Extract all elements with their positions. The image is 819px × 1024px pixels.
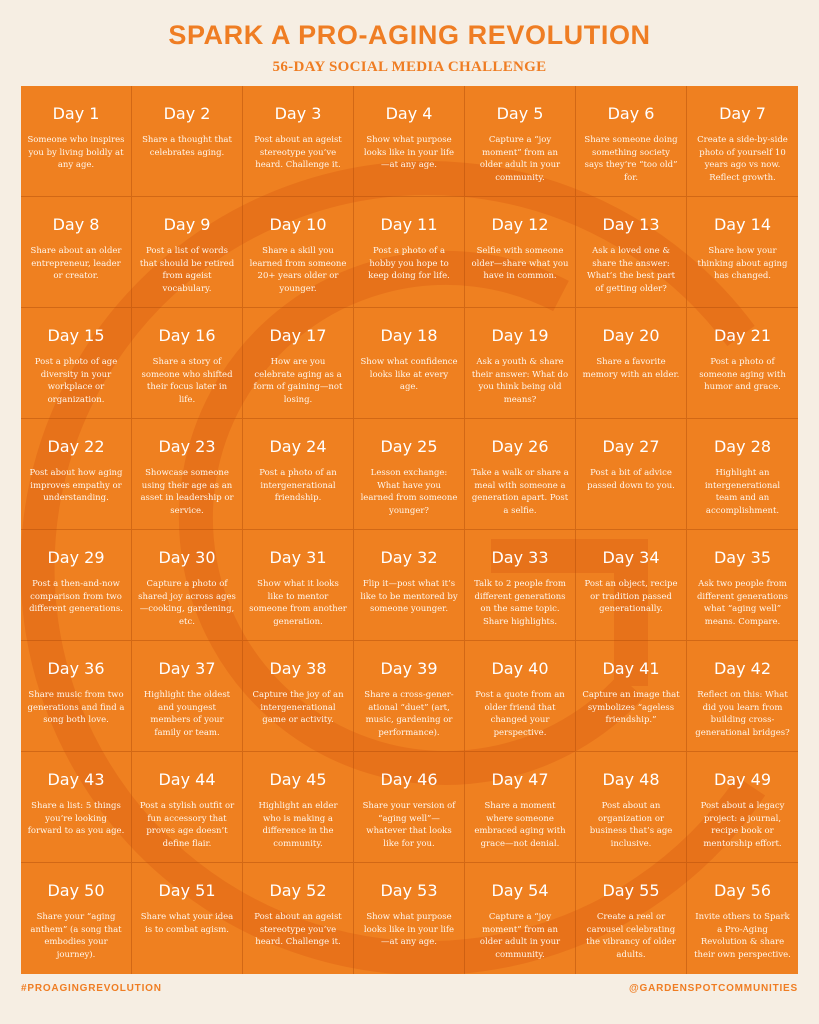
- day-label: Day 44: [158, 770, 216, 789]
- day-label: Day 43: [47, 770, 105, 789]
- day-prompt: Capture a “joy moment” from an older adult in your community.: [479, 135, 561, 183]
- day-label: Day 38: [269, 659, 327, 678]
- day-label: Day 3: [274, 104, 322, 123]
- day-label: Day 55: [602, 881, 660, 900]
- day-cell: [354, 863, 465, 974]
- day-cell: [465, 419, 576, 530]
- day-cell: [21, 308, 132, 419]
- day-label: Day 42: [713, 659, 772, 678]
- day-cell: [465, 530, 576, 641]
- day-prompt: Post a quote from an older friend that changed your perspective.: [475, 690, 565, 738]
- day-label: Day 32: [380, 548, 438, 567]
- day-label: Day 31: [269, 548, 327, 567]
- day-prompt: Selfie with someone older—share what you have in common.: [471, 246, 569, 281]
- day-prompt: Share a skill you learned from someone 20+ years older or younger.: [249, 246, 347, 294]
- day-prompt: Someone who inspires you by living boldly at any age.: [27, 135, 125, 170]
- day-label: Day 2: [163, 104, 211, 123]
- day-prompt: Post a list of words that should be retired from ageist vocabulary.: [139, 246, 235, 294]
- day-label: Day 37: [158, 659, 216, 678]
- day-cell: [576, 197, 687, 308]
- day-cell: [687, 308, 798, 419]
- day-cell: [687, 752, 798, 863]
- day-cell: [687, 863, 798, 974]
- day-cell: [687, 86, 798, 197]
- day-cell: [465, 86, 576, 197]
- day-cell: [687, 641, 798, 752]
- day-prompt: Talk to 2 people from different generations on the same topic. Share highlights.: [474, 579, 566, 627]
- day-label: Day 5: [496, 104, 544, 123]
- day-cell: [465, 863, 576, 974]
- day-cell: [21, 530, 132, 641]
- day-label: Day 27: [602, 437, 660, 456]
- day-prompt: Post a bit of advice passed down to you.: [587, 468, 675, 491]
- day-label: Day 25: [380, 437, 438, 456]
- day-prompt: Flip it—post what it’s like to be mentored by someone younger.: [360, 579, 458, 614]
- day-cell: [576, 419, 687, 530]
- day-cell: [465, 641, 576, 752]
- day-cell: [243, 530, 354, 641]
- day-cell: [354, 419, 465, 530]
- day-cell: [21, 752, 132, 863]
- day-prompt: Highlight an intergenerational team and an accomplishment.: [704, 468, 781, 516]
- day-cell: [243, 641, 354, 752]
- day-prompt: Share your “aging anthem” (a song that embodies your journey).: [30, 912, 122, 960]
- day-prompt: Post about a legacy project: a journal, recipe book or mentorship effort.: [700, 801, 785, 849]
- day-prompt: Share your version of “aging well”—whatever that looks like for you.: [362, 801, 456, 849]
- day-label: Day 8: [52, 215, 100, 234]
- day-prompt: Post a photo of a hobby you hope to keep doing for life.: [368, 246, 450, 281]
- day-cell: [465, 197, 576, 308]
- day-cell: [687, 197, 798, 308]
- day-prompt: Capture an image that symbolizes “ageless friendship.”: [582, 690, 680, 725]
- day-label: Day 45: [269, 770, 327, 789]
- day-label: Day 7: [719, 104, 766, 123]
- day-cell: [243, 86, 354, 197]
- day-cell: [21, 86, 132, 197]
- day-cell: [576, 86, 687, 197]
- day-cell: [354, 86, 465, 197]
- day-cell: [576, 308, 687, 419]
- day-prompt: Show what it looks like to mentor someone from another generation.: [249, 579, 347, 627]
- day-cell: [132, 197, 243, 308]
- day-prompt: Ask a youth & share their answer: What do you think being old means?: [471, 357, 569, 405]
- day-cell: [132, 530, 243, 641]
- day-prompt: Share about an older entrepreneur, leader or creator.: [30, 246, 122, 281]
- day-label: Day 6: [607, 104, 655, 123]
- challenge-grid: [21, 86, 798, 974]
- day-prompt: Capture a photo of shared joy across ages—cooking, gardening, etc.: [138, 579, 236, 627]
- day-prompt: Show what purpose looks like in your life—at any age.: [363, 912, 455, 947]
- day-prompt: Invite others to Spark a Pro-Aging Revolution & share their own perspective.: [694, 912, 791, 960]
- day-label: Day 15: [47, 326, 105, 345]
- day-cell: [576, 530, 687, 641]
- day-label: Day 22: [47, 437, 105, 456]
- day-label: Day 41: [602, 659, 660, 678]
- day-label: Day 36: [47, 659, 105, 678]
- day-cell: [465, 752, 576, 863]
- day-prompt: Post a photo of someone aging with humor and grace.: [699, 357, 786, 392]
- day-cell: [132, 641, 243, 752]
- day-cell: [687, 419, 798, 530]
- day-cell: [243, 308, 354, 419]
- day-label: Day 29: [47, 548, 105, 567]
- day-prompt: How are you celebrate aging as a form of gaining—not losing.: [253, 357, 343, 405]
- day-label: Day 9: [163, 215, 211, 234]
- day-prompt: Post about an ageist stereotype you’ve heard. Challenge it.: [254, 135, 342, 170]
- day-prompt: Show what purpose looks like in your life—at any age.: [363, 135, 455, 170]
- day-cell: [21, 419, 132, 530]
- day-prompt: Share someone doing something society says they’re “too old” for.: [584, 135, 678, 183]
- day-label: Day 50: [47, 881, 105, 900]
- day-cell: [465, 308, 576, 419]
- day-label: Day 28: [713, 437, 772, 456]
- day-label: Day 20: [602, 326, 660, 345]
- day-prompt: Showcase someone using their age as an asset in leadership or service.: [140, 468, 234, 516]
- day-label: Day 39: [380, 659, 438, 678]
- day-cell: [243, 419, 354, 530]
- day-prompt: Show what confidence looks like at every age.: [360, 357, 458, 392]
- day-label: Day 18: [380, 326, 438, 345]
- day-prompt: Post a stylish outfit or fun accessory that proves age doesn’t define flair.: [139, 801, 235, 849]
- day-label: Day 11: [380, 215, 438, 234]
- day-prompt: Capture a “joy moment” from an older adult in your community.: [479, 912, 561, 960]
- day-prompt: Share music from two generations and find a song both love.: [27, 690, 125, 725]
- day-cell: [243, 752, 354, 863]
- day-label: Day 49: [713, 770, 772, 789]
- day-label: Day 12: [491, 215, 549, 234]
- day-label: Day 48: [602, 770, 660, 789]
- day-prompt: Post a then-and-now comparison from two different generations.: [29, 579, 123, 614]
- day-prompt: Ask a loved one & share the answer: What’s the best part of getting older?: [586, 246, 676, 294]
- day-cell: [354, 530, 465, 641]
- day-prompt: Share a story of someone who shifted their focus later in life.: [141, 357, 233, 405]
- day-cell: [354, 752, 465, 863]
- day-prompt: Post about how aging improves empathy or understanding.: [29, 468, 123, 503]
- day-label: Day 4: [385, 104, 433, 123]
- day-cell: [132, 752, 243, 863]
- day-label: Day 24: [269, 437, 327, 456]
- day-label: Day 40: [491, 659, 549, 678]
- day-grid: [21, 86, 798, 974]
- day-cell: [132, 863, 243, 974]
- day-cell: [21, 863, 132, 974]
- day-prompt: Share a moment where someone embraced aging with grace—not denial.: [474, 801, 566, 849]
- day-label: Day 53: [380, 881, 438, 900]
- day-label: Day 35: [713, 548, 772, 567]
- day-label: Day 33: [491, 548, 549, 567]
- day-prompt: Post an object, recipe or tradition passed generationally.: [584, 579, 678, 614]
- hashtag-label: #PROAGINGREVOLUTION: [21, 983, 162, 994]
- day-label: Day 16: [158, 326, 216, 345]
- day-prompt: Create a reel or carousel celebrating the vibrancy of older adults.: [586, 912, 676, 960]
- day-label: Day 51: [158, 881, 216, 900]
- day-prompt: Capture the joy of an intergenerational game or activity.: [252, 690, 344, 725]
- day-cell: [687, 530, 798, 641]
- day-label: Day 26: [491, 437, 549, 456]
- day-prompt: Share what your idea is to combat agism.: [140, 912, 234, 935]
- handle-label: @GARDENSPOTCOMMUNITIES: [628, 983, 798, 994]
- day-label: Day 23: [158, 437, 216, 456]
- day-cell: [21, 197, 132, 308]
- day-cell: [354, 197, 465, 308]
- day-cell: [21, 641, 132, 752]
- day-cell: [576, 641, 687, 752]
- day-prompt: Ask two people from different generations what “aging well” means. Compare.: [696, 579, 789, 627]
- day-label: Day 56: [713, 881, 772, 900]
- day-cell: [354, 641, 465, 752]
- day-prompt: Share a favorite memory with an elder.: [582, 357, 680, 380]
- day-cell: [132, 86, 243, 197]
- day-prompt: Highlight an elder who is making a difference in the community.: [258, 801, 338, 849]
- day-prompt: Share a thought that celebrates aging.: [142, 135, 232, 158]
- day-cell: [576, 863, 687, 974]
- day-prompt: Share a cross-gener-ational “duet” (art, music, gardening or performance).: [364, 690, 454, 738]
- day-label: Day 30: [158, 548, 216, 567]
- day-prompt: Reflect on this: What did you learn from building cross-generational bridges?: [695, 690, 790, 738]
- day-label: Day 21: [713, 326, 772, 345]
- day-label: Day 54: [491, 881, 549, 900]
- day-prompt: Post a photo of age diversity in your workplace or organization.: [34, 357, 118, 405]
- day-label: Day 19: [491, 326, 549, 345]
- day-prompt: Post about an ageist stereotype you’ve heard. Challenge it.: [254, 912, 342, 947]
- day-cell: [354, 308, 465, 419]
- day-label: Day 10: [269, 215, 327, 234]
- day-cell: [132, 419, 243, 530]
- day-prompt: Share a list: 5 things you’re looking forward to as you age.: [27, 801, 125, 836]
- day-label: Day 46: [380, 770, 438, 789]
- day-label: Day 52: [269, 881, 327, 900]
- day-label: Day 17: [269, 326, 327, 345]
- day-cell: [243, 863, 354, 974]
- page-title: SPARK A PRO-AGING REVOLUTION: [168, 20, 651, 50]
- page-subtitle: 56-DAY SOCIAL MEDIA CHALLENGE: [272, 59, 547, 75]
- day-label: Day 1: [52, 104, 100, 123]
- day-label: Day 47: [491, 770, 549, 789]
- day-label: Day 14: [713, 215, 772, 234]
- day-label: Day 13: [602, 215, 660, 234]
- day-cell: [132, 308, 243, 419]
- day-cell: [576, 752, 687, 863]
- day-prompt: Post a photo of an intergenerational friendship.: [259, 468, 337, 503]
- day-prompt: Share how your thinking about aging has changed.: [697, 246, 788, 281]
- day-label: Day 34: [602, 548, 660, 567]
- day-prompt: Lesson exchange: What have you learned from someone younger?: [360, 468, 458, 516]
- day-cell: [243, 197, 354, 308]
- day-prompt: Highlight the oldest and youngest members of your family or team.: [143, 690, 231, 738]
- day-prompt: Take a walk or share a meal with someone a generation apart. Post a selfie.: [471, 468, 569, 516]
- day-prompt: Create a side-by-side photo of yourself 10 years ago vs now. Reflect growth.: [697, 135, 788, 183]
- day-prompt: Post about an organization or business that’s age inclusive.: [589, 801, 673, 849]
